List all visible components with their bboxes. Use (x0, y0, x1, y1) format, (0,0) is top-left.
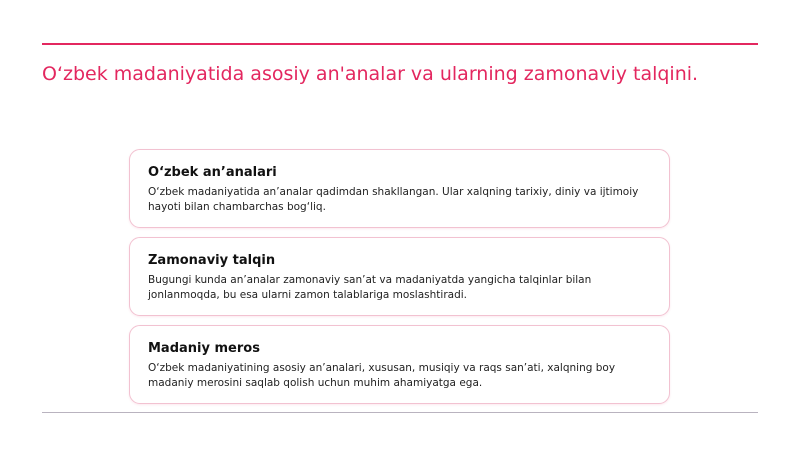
card-cultural-heritage (129, 325, 670, 404)
slide-title: O‘zbek madaniyatida asosiy an'analar va ularning zamonaviy talqini. (42, 63, 699, 85)
bottom-divider (42, 412, 758, 413)
card-text: Bugungi kunda an’analar zamonaviy san’at va madaniyatda yangicha talqinlar bilan jonlanmoqda, bu esa ularni zamon talablariga moslashtiradi. (148, 274, 592, 301)
card-title: O‘zbek an’analari (148, 165, 277, 180)
card-title: Madaniy meros (148, 341, 260, 356)
card-text: O‘zbek madaniyatida an’analar qadimdan shakllangan. Ular xalqning tarixiy, diniy va ijtimoiy hayoti bilan chambarchas bog‘liq. (148, 186, 639, 213)
card-text: O‘zbek madaniyatining asosiy an’analari, xususan, musiqiy va raqs san’ati, xalqning boy madaniy merosini saqlab qolish uchun muhim ahamiyatga ega. (148, 362, 616, 389)
card-uzbek-traditions (129, 149, 670, 228)
card-list (129, 149, 670, 413)
card-title: Zamonaviy talqin (148, 253, 276, 268)
card-modern-interpretation (129, 237, 670, 316)
top-divider (42, 43, 758, 45)
